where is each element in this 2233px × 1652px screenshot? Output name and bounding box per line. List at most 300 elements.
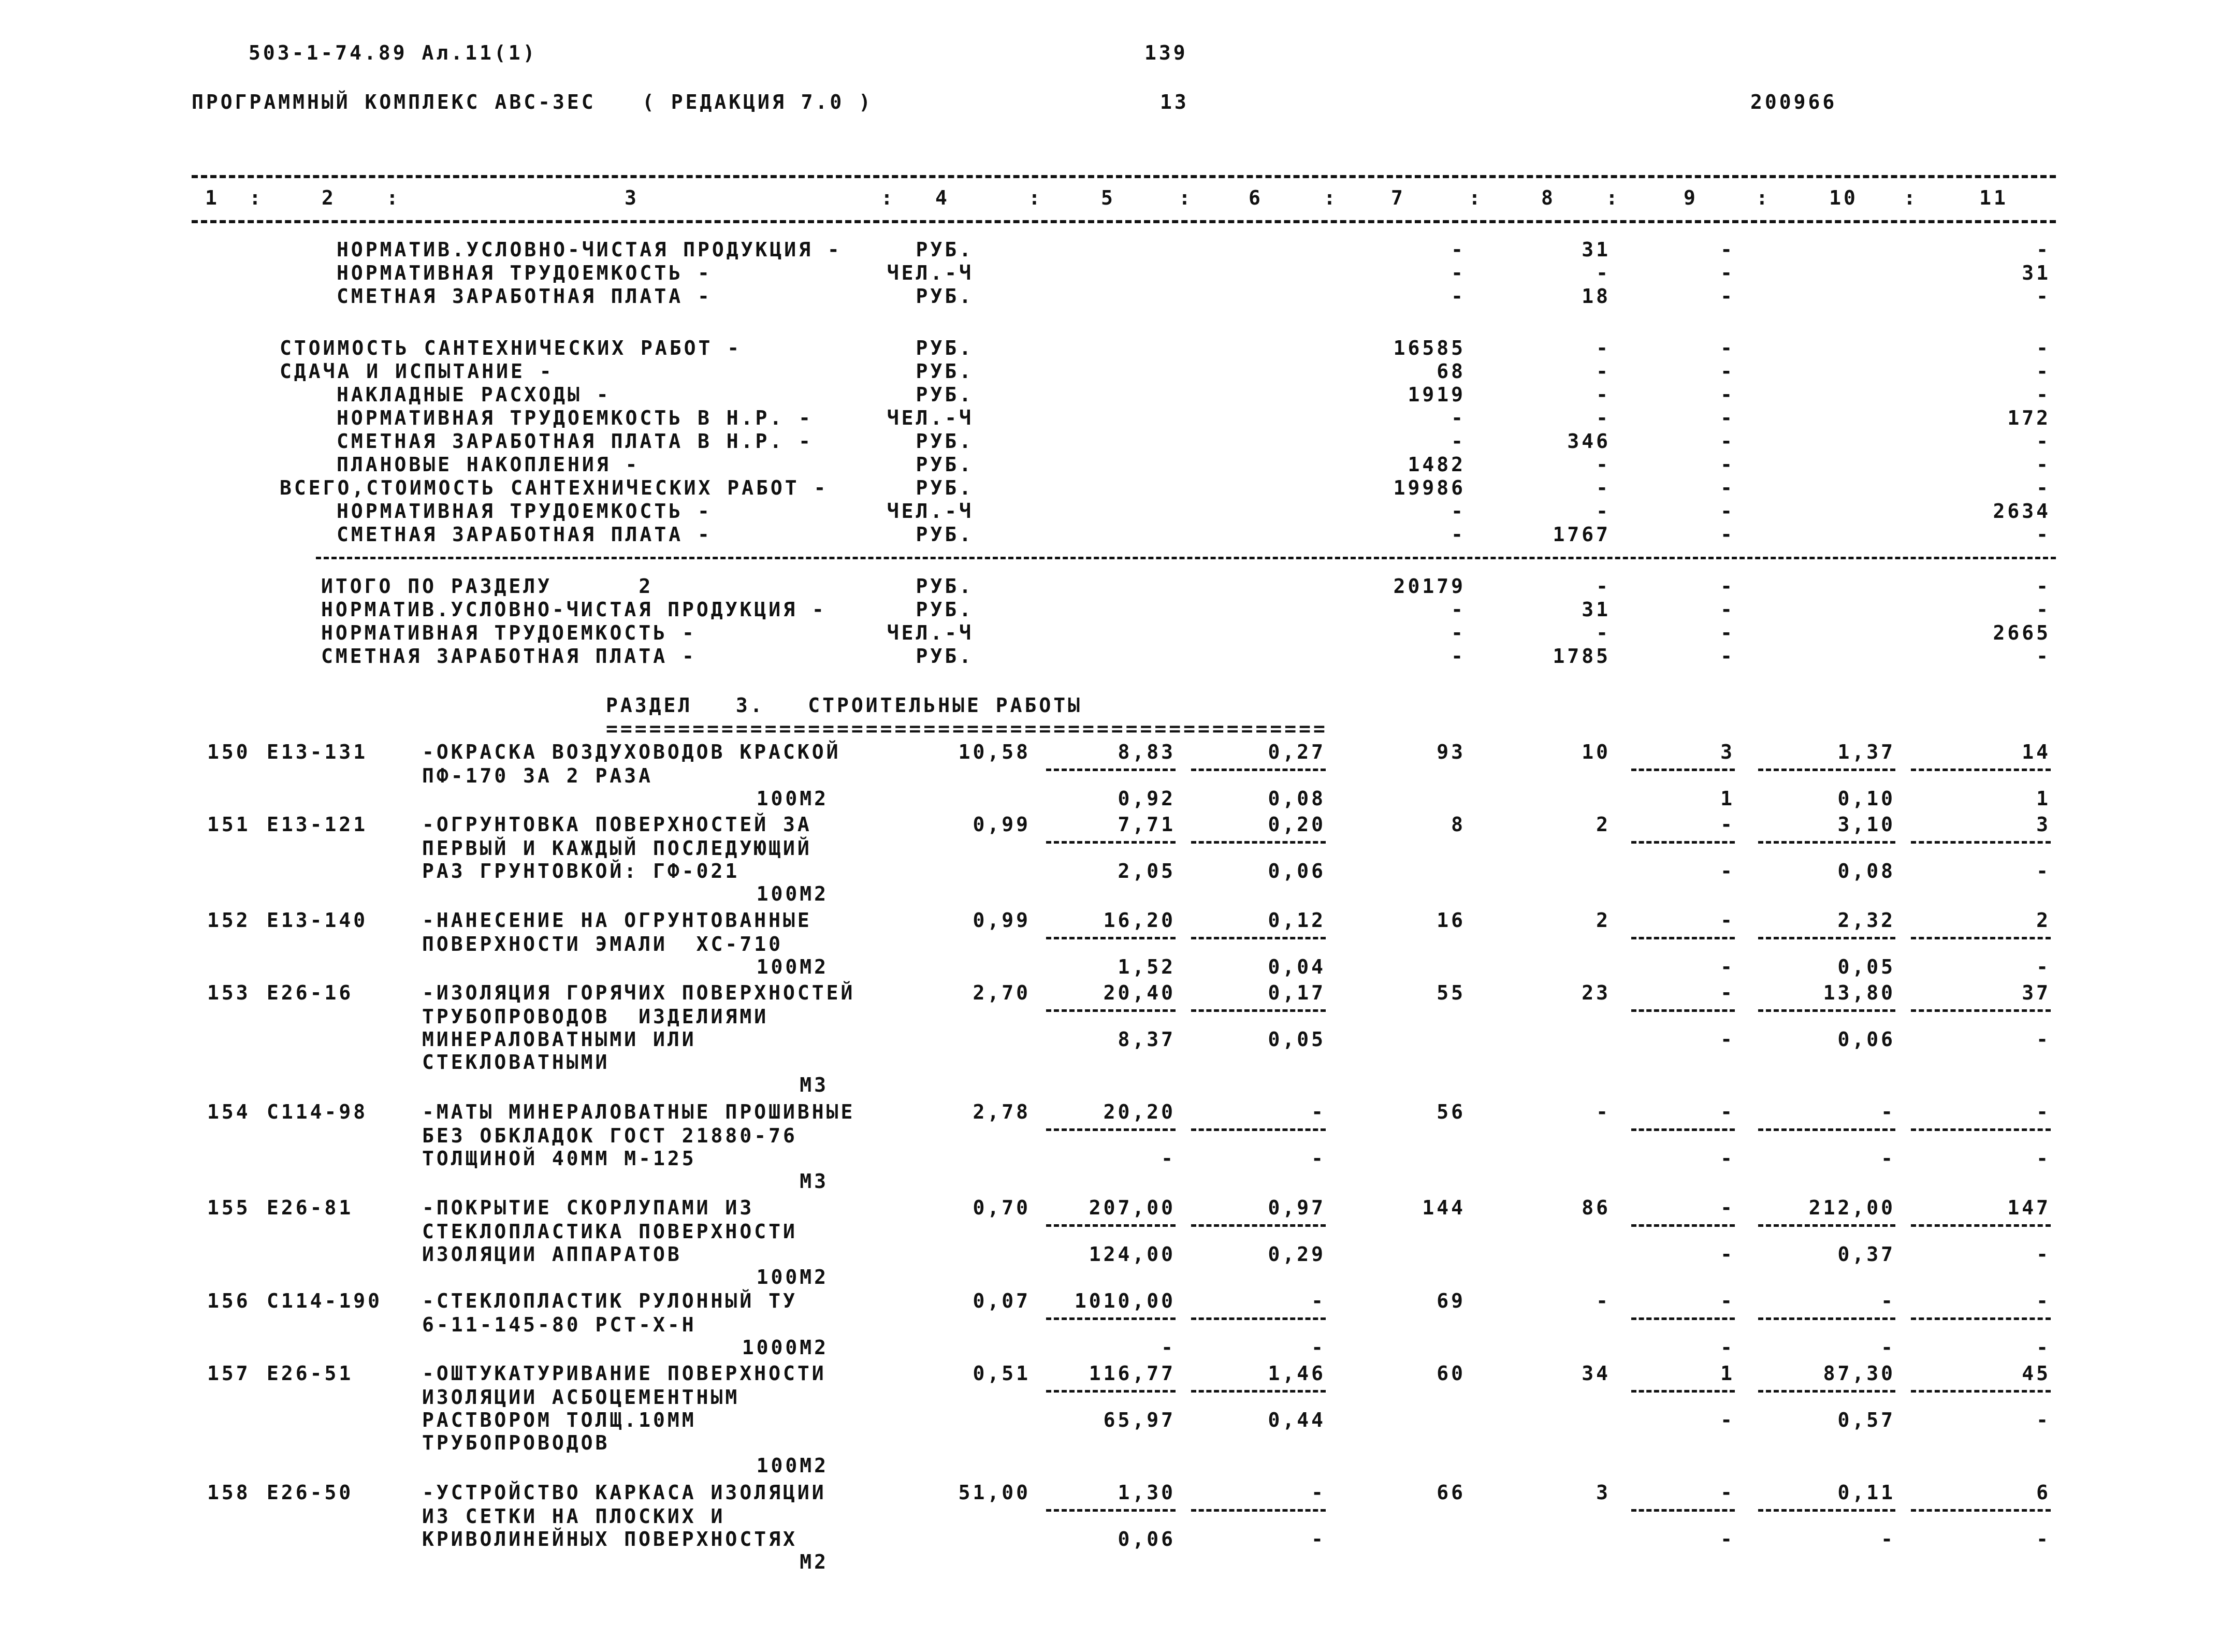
subtotal-rule [1191, 1009, 1326, 1012]
subtotal-rule [1191, 841, 1326, 844]
subtotal-rule [1911, 1128, 2051, 1131]
item-col10-second: - [1881, 1336, 1895, 1359]
subtotal-rule [1758, 1224, 1895, 1227]
total-col7: - [1451, 598, 1466, 621]
summary-col9: - [1720, 238, 1735, 261]
item-col9: - [1720, 813, 1735, 836]
subtotal-rule [1758, 1128, 1895, 1131]
item-col9-second: - [1720, 955, 1735, 978]
item-unit: 100М2 [756, 955, 829, 978]
item-col8: 86 [1582, 1196, 1611, 1219]
item-col9-second: - [1720, 1028, 1735, 1051]
summary-col9: - [1720, 453, 1735, 476]
item-description: МИНЕРАЛОВАТНЫМИ ИЛИ [422, 1028, 697, 1051]
column-header-5: 5 [1101, 186, 1115, 209]
item-code: Е13-131 [267, 741, 368, 763]
item-col4: 0,51 [973, 1362, 1031, 1385]
item-col4: 10,58 [958, 741, 1031, 763]
item-code: Е13-140 [267, 909, 368, 932]
item-col4: 2,70 [973, 981, 1031, 1004]
item-col11: 6 [2036, 1481, 2051, 1504]
item-col10: 1,37 [1837, 741, 1895, 763]
item-description: РАЗ ГРУНТОВКОЙ: ГФ-021 [422, 860, 740, 882]
item-col9-second: - [1720, 860, 1735, 882]
subtotal-rule [1631, 1317, 1735, 1320]
subtotal-rule [1758, 1509, 1895, 1512]
item-col7: 8 [1451, 813, 1466, 836]
column-header-9: 9 [1684, 186, 1698, 209]
summary-unit: РУБ. [916, 476, 974, 499]
summary-col8: - [1596, 360, 1611, 383]
summary-col7: 1919 [1408, 383, 1466, 406]
item-code: Е26-16 [267, 981, 354, 1004]
summary-unit: ЧЕЛ.-Ч [887, 262, 974, 284]
item-col6-second: 0,06 [1268, 860, 1326, 882]
item-col8: 23 [1582, 981, 1611, 1004]
item-description: -МАТЫ МИНЕРАЛОВАТНЫЕ ПРОШИВНЫЕ [422, 1100, 856, 1123]
item-col10: 2,32 [1837, 909, 1895, 932]
subtotal-rule [1631, 937, 1735, 939]
program-title: ПРОГРАММНЫЙ КОМПЛЕКС АВС-3ЕС [192, 91, 596, 113]
item-col9-second: - [1720, 1409, 1735, 1431]
subtotal-rule [1758, 1317, 1895, 1320]
item-col6-second: 0,44 [1268, 1409, 1326, 1431]
summary-col9: - [1720, 523, 1735, 546]
item-description: ИЗ СЕТКИ НА ПЛОСКИХ И [422, 1505, 726, 1528]
column-header-4: 4 [935, 186, 950, 209]
item-col4: 0,07 [973, 1289, 1031, 1312]
item-description: СТЕКЛОВАТНЫМИ [422, 1051, 610, 1074]
item-description: ПФ-170 ЗА 2 РАЗА [422, 764, 654, 787]
item-col7: 66 [1437, 1481, 1466, 1504]
item-col11: - [2036, 1289, 2051, 1312]
section-title: РАЗДЕЛ 3. СТРОИТЕЛЬНЫЕ РАБОТЫ [606, 694, 1082, 717]
item-col10-second: - [1881, 1147, 1895, 1170]
summary-label: ВСЕГО,СТОИМОСТЬ САНТЕХНИЧЕСКИХ РАБОТ - [280, 476, 829, 499]
item-description: -ОГРУНТОВКА ПОВЕРХНОСТЕЙ ЗА [422, 813, 812, 836]
subtotal-rule [1191, 1509, 1326, 1512]
item-col6-second: 0,04 [1268, 955, 1326, 978]
column-header-6: 6 [1249, 186, 1263, 209]
item-col6: 0,27 [1268, 741, 1326, 763]
summary-label: НОРМАТИВНАЯ ТРУДОЕМКОСТЬ - [337, 500, 712, 523]
item-col5-second: 124,00 [1089, 1243, 1176, 1266]
total-label: СМЕТНАЯ ЗАРАБОТНАЯ ПЛАТА - [321, 645, 697, 668]
item-description: КРИВОЛИНЕЙНЫХ ПОВЕРХНОСТЯХ [422, 1528, 798, 1550]
summary-col11: - [2036, 523, 2051, 546]
summary-col7: - [1451, 262, 1466, 284]
item-description: 6-11-145-80 РСТ-Х-Н [422, 1313, 697, 1336]
summary-col8: - [1596, 262, 1611, 284]
item-col4: 2,78 [973, 1100, 1031, 1123]
summary-col8: - [1596, 383, 1611, 406]
item-code: Е26-50 [267, 1481, 354, 1504]
summary-col11: - [2036, 238, 2051, 261]
total-col11: 2665 [1993, 621, 2051, 644]
summary-label: СМЕТНАЯ ЗАРАБОТНАЯ ПЛАТА - [337, 285, 712, 308]
item-col5: 7,71 [1118, 813, 1176, 836]
edition: ( РЕДАКЦИЯ 7.0 ) [642, 91, 874, 113]
item-col11-second: 1 [2036, 787, 2051, 810]
item-col6-second: - [1311, 1336, 1326, 1359]
item-col11-second: - [2036, 1528, 2051, 1550]
subtotal-rule [1631, 1224, 1735, 1227]
item-col4: 0,99 [973, 909, 1031, 932]
item-col9-second: - [1720, 1528, 1735, 1550]
item-description: ИЗОЛЯЦИИ АППАРАТОВ [422, 1243, 682, 1266]
item-unit: 1000М2 [742, 1336, 829, 1359]
subtotal-rule [1911, 769, 2051, 771]
summary-label: СДАЧА И ИСПЫТАНИЕ - [280, 360, 554, 383]
item-description: -ПОКРЫТИЕ СКОРЛУПАМИ ИЗ [422, 1196, 755, 1219]
item-col5-second: 0,06 [1118, 1528, 1176, 1550]
total-col9: - [1720, 645, 1735, 668]
item-col5-second: 65,97 [1103, 1409, 1176, 1431]
item-col7: 93 [1437, 741, 1466, 763]
subtotal-rule [1758, 841, 1895, 844]
item-col6: 0,12 [1268, 909, 1326, 932]
total-col8: - [1596, 575, 1611, 598]
summary-label: НАКЛАДНЫЕ РАСХОДЫ - [337, 383, 611, 406]
summary-label: НОРМАТИВ.УСЛОВНО-ЧИСТАЯ ПРОДУКЦИЯ - [337, 238, 842, 261]
summary-col9: - [1720, 360, 1735, 383]
item-col10-second: 0,08 [1837, 860, 1895, 882]
total-col11: - [2036, 645, 2051, 668]
item-col5-second: 0,92 [1118, 787, 1176, 810]
item-col5: 20,20 [1103, 1100, 1176, 1123]
subtotal-rule [1046, 1390, 1176, 1393]
summary-col11: - [2036, 453, 2051, 476]
summary-col7: - [1451, 430, 1466, 453]
total-col9: - [1720, 598, 1735, 621]
subtotal-rule [1911, 1009, 2051, 1012]
subtotal-rule [1046, 769, 1176, 771]
summary-col8: - [1596, 476, 1611, 499]
item-col11: - [2036, 1100, 2051, 1123]
summary-col9: - [1720, 500, 1735, 523]
subtotal-rule [1191, 1224, 1326, 1227]
item-col4: 51,00 [958, 1481, 1031, 1504]
item-code: Е13-121 [267, 813, 368, 836]
page-number: 139 [1144, 41, 1188, 64]
item-col9: - [1720, 1289, 1735, 1312]
summary-label: СМЕТНАЯ ЗАРАБОТНАЯ ПЛАТА - [337, 523, 712, 546]
summary-col11: - [2036, 383, 2051, 406]
item-col8: - [1596, 1100, 1611, 1123]
summary-col11: - [2036, 360, 2051, 383]
subtotal-rule [1631, 841, 1735, 844]
item-number: 154 [207, 1100, 251, 1123]
column-separator: : [1904, 186, 1918, 209]
column-separator: : [1324, 186, 1338, 209]
item-description: -НАНЕСЕНИЕ НА ОГРУНТОВАННЫЕ [422, 909, 812, 932]
summary-col7: 1482 [1408, 453, 1466, 476]
summary-unit: РУБ. [916, 360, 974, 383]
item-number: 150 [207, 741, 251, 763]
total-col11: - [2036, 598, 2051, 621]
summary-col8: 31 [1582, 238, 1611, 261]
total-label: НОРМАТИВ.УСЛОВНО-ЧИСТАЯ ПРОДУКЦИЯ - [321, 598, 827, 621]
totals-rule [316, 557, 2056, 559]
item-unit: 100М2 [756, 882, 829, 905]
subtotal-rule [1758, 937, 1895, 939]
item-description: ТРУБОПРОВОДОВ ИЗДЕЛИЯМИ [422, 1005, 769, 1028]
item-col6-second: - [1311, 1147, 1326, 1170]
item-col4: 0,99 [973, 813, 1031, 836]
column-header-2: 2 [322, 186, 336, 209]
summary-label: СТОИМОСТЬ САНТЕХНИЧЕСКИХ РАБОТ - [280, 337, 742, 359]
item-description: ПОВЕРХНОСТИ ЭМАЛИ ХС-710 [422, 933, 783, 955]
item-col9: - [1720, 1100, 1735, 1123]
summary-unit: РУБ. [916, 383, 974, 406]
item-col8: 10 [1582, 741, 1611, 763]
doc-number: 200966 [1750, 91, 1837, 113]
subtotal-rule [1631, 1509, 1735, 1512]
subtotal-rule [1911, 1390, 2051, 1393]
item-col10: 212,00 [1808, 1196, 1895, 1219]
item-col8: 2 [1596, 813, 1611, 836]
summary-col8: 18 [1582, 285, 1611, 308]
item-col5: 1,30 [1118, 1481, 1176, 1504]
item-col11-second: - [2036, 1243, 2051, 1266]
summary-col7: 68 [1437, 360, 1466, 383]
column-separator: : [881, 186, 895, 209]
item-col6: 0,17 [1268, 981, 1326, 1004]
item-description: ИЗОЛЯЦИИ АСБОЦЕМЕНТНЫМ [422, 1386, 740, 1409]
subtotal-rule [1758, 1390, 1895, 1393]
item-col10: 87,30 [1823, 1362, 1895, 1385]
summary-unit: РУБ. [916, 453, 974, 476]
item-col10: 0,11 [1837, 1481, 1895, 1504]
item-code: Е26-81 [267, 1196, 354, 1219]
subtotal-rule [1046, 937, 1176, 939]
subtotal-rule [1911, 937, 2051, 939]
total-col11: - [2036, 575, 2051, 598]
subtotal-rule [1191, 1317, 1326, 1320]
item-col9-second: - [1720, 1243, 1735, 1266]
summary-col9: - [1720, 430, 1735, 453]
item-col11-second: - [2036, 955, 2051, 978]
item-col9: - [1720, 981, 1735, 1004]
column-separator: : [249, 186, 264, 209]
item-col5: 207,00 [1089, 1196, 1176, 1219]
item-col10: - [1881, 1100, 1895, 1123]
summary-col11: 172 [2007, 407, 2051, 429]
total-unit: РУБ. [916, 645, 974, 668]
summary-col8: 1767 [1553, 523, 1611, 546]
item-col9: - [1720, 909, 1735, 932]
summary-label: СМЕТНАЯ ЗАРАБОТНАЯ ПЛАТА В Н.Р. - [337, 430, 813, 453]
total-col8: - [1596, 621, 1611, 644]
column-separator: : [386, 186, 401, 209]
item-col6: 0,20 [1268, 813, 1326, 836]
subtotal-rule [1046, 1317, 1176, 1320]
item-col6-second: 0,05 [1268, 1028, 1326, 1051]
summary-unit: ЧЕЛ.-Ч [887, 407, 974, 429]
total-label: НОРМАТИВНАЯ ТРУДОЕМКОСТЬ - [321, 621, 697, 644]
item-unit: М3 [800, 1074, 829, 1096]
total-col8: 1785 [1553, 645, 1611, 668]
summary-col7: - [1451, 238, 1466, 261]
item-number: 152 [207, 909, 251, 932]
total-unit: РУБ. [916, 598, 974, 621]
summary-unit: РУБ. [916, 337, 974, 359]
item-description: -ИЗОЛЯЦИЯ ГОРЯЧИХ ПОВЕРХНОСТЕЙ [422, 981, 856, 1004]
summary-unit: РУБ. [916, 523, 974, 546]
summary-col11: 2634 [1993, 500, 2051, 523]
column-header-10: 10 [1829, 186, 1858, 209]
item-col10: - [1881, 1289, 1895, 1312]
subtotal-rule [1631, 1390, 1735, 1393]
item-col8: 34 [1582, 1362, 1611, 1385]
top-rule [192, 175, 2056, 178]
item-col9: - [1720, 1481, 1735, 1504]
item-code: С114-98 [267, 1100, 368, 1123]
item-col10-second: 0,37 [1837, 1243, 1895, 1266]
header-rule [192, 220, 2056, 223]
item-col11: 147 [2007, 1196, 2051, 1219]
item-col8: - [1596, 1289, 1611, 1312]
item-description: -СТЕКЛОПЛАСТИК РУЛОННЫЙ ТУ [422, 1289, 798, 1312]
summary-col9: - [1720, 476, 1735, 499]
item-col9: - [1720, 1196, 1735, 1219]
item-col11: 2 [2036, 909, 2051, 932]
summary-label: ПЛАНОВЫЕ НАКОПЛЕНИЯ - [337, 453, 640, 476]
item-col10-second: - [1881, 1528, 1895, 1550]
item-number: 153 [207, 981, 251, 1004]
item-col6: - [1311, 1289, 1326, 1312]
item-col7: 56 [1437, 1100, 1466, 1123]
item-description: -ОКРАСКА ВОЗДУХОВОДОВ КРАСКОЙ [422, 741, 841, 763]
item-number: 157 [207, 1362, 251, 1385]
summary-col8: 346 [1567, 430, 1611, 453]
column-separator: : [1179, 186, 1193, 209]
item-col7: 144 [1422, 1196, 1466, 1219]
item-col6: 0,97 [1268, 1196, 1326, 1219]
item-col5-second: 2,05 [1118, 860, 1176, 882]
item-col11: 3 [2036, 813, 2051, 836]
item-col7: 60 [1437, 1362, 1466, 1385]
item-unit: 100М2 [756, 1454, 829, 1477]
item-number: 155 [207, 1196, 251, 1219]
column-separator: : [1469, 186, 1483, 209]
summary-col11: 31 [2022, 262, 2051, 284]
item-col8: 3 [1596, 1481, 1611, 1504]
item-col11-second: - [2036, 1336, 2051, 1359]
item-col7: 55 [1437, 981, 1466, 1004]
item-col6-second: - [1311, 1528, 1326, 1550]
item-number: 151 [207, 813, 251, 836]
item-description: ТРУБОПРОВОДОВ [422, 1431, 610, 1454]
summary-col11: - [2036, 430, 2051, 453]
column-header-1: 1 [205, 186, 220, 209]
item-col9: 3 [1720, 741, 1735, 763]
column-header-11: 11 [1979, 186, 2008, 209]
total-col7: - [1451, 645, 1466, 668]
item-col6: - [1311, 1100, 1326, 1123]
summary-col9: - [1720, 285, 1735, 308]
summary-col9: - [1720, 407, 1735, 429]
item-description: -УСТРОЙСТВО КАРКАСА ИЗОЛЯЦИИ [422, 1481, 827, 1504]
subtotal-rule [1631, 1128, 1735, 1131]
item-col7: 16 [1437, 909, 1466, 932]
total-unit: ЧЕЛ.-Ч [887, 621, 974, 644]
item-description: РАСТВОРОМ ТОЛЩ.10ММ [422, 1409, 697, 1431]
summary-col8: - [1596, 407, 1611, 429]
subtotal-rule [1046, 1128, 1176, 1131]
item-description: СТЕКЛОПЛАСТИКА ПОВЕРХНОСТИ [422, 1220, 798, 1243]
item-description: ПЕРВЫЙ И КАЖДЫЙ ПОСЛЕДУЮЩИЙ [422, 837, 812, 860]
summary-col11: - [2036, 476, 2051, 499]
item-col4: 0,70 [973, 1196, 1031, 1219]
total-col9: - [1720, 621, 1735, 644]
item-col10-second: 0,05 [1837, 955, 1895, 978]
item-col5-second: - [1161, 1336, 1176, 1359]
item-col5: 20,40 [1103, 981, 1176, 1004]
total-label: ИТОГО ПО РАЗДЕЛУ 2 [321, 575, 654, 598]
subtotal-rule [1191, 1128, 1326, 1131]
item-col9: 1 [1720, 1362, 1735, 1385]
column-separator: : [1028, 186, 1043, 209]
summary-col7: - [1451, 523, 1466, 546]
column-separator: : [1756, 186, 1771, 209]
summary-unit: РУБ. [916, 285, 974, 308]
summary-label: НОРМАТИВНАЯ ТРУДОЕМКОСТЬ - [337, 262, 712, 284]
total-unit: РУБ. [916, 575, 974, 598]
subtotal-rule [1911, 1317, 2051, 1320]
summary-col9: - [1720, 262, 1735, 284]
item-col11: 45 [2022, 1362, 2051, 1385]
item-number: 156 [207, 1289, 251, 1312]
summary-col11: - [2036, 337, 2051, 359]
item-col5: 116,77 [1089, 1362, 1176, 1385]
item-col6-second: 0,29 [1268, 1243, 1326, 1266]
item-col11: 37 [2022, 981, 2051, 1004]
subtotal-rule [1046, 841, 1176, 844]
item-col5: 16,20 [1103, 909, 1176, 932]
doc-code: 503-1-74.89 Ал.11(1) [249, 41, 538, 64]
summary-col9: - [1720, 337, 1735, 359]
summary-unit: ЧЕЛ.-Ч [887, 500, 974, 523]
item-col6: 1,46 [1268, 1362, 1326, 1385]
subtotal-rule [1191, 937, 1326, 939]
item-code: Е26-51 [267, 1362, 354, 1385]
sheet-number: 13 [1160, 91, 1189, 113]
subtotal-rule [1631, 1009, 1735, 1012]
summary-col7: 19986 [1393, 476, 1466, 499]
summary-col11: - [2036, 285, 2051, 308]
column-header-7: 7 [1391, 186, 1405, 209]
subtotal-rule [1631, 769, 1735, 771]
item-col11-second: - [2036, 1409, 2051, 1431]
item-description: БЕЗ ОБКЛАДОК ГОСТ 21880-76 [422, 1124, 798, 1147]
subtotal-rule [1758, 769, 1895, 771]
summary-col9: - [1720, 383, 1735, 406]
subtotal-rule [1758, 1009, 1895, 1012]
item-unit: М3 [800, 1170, 829, 1193]
column-header-3: 3 [625, 186, 639, 209]
item-col10-second: 0,10 [1837, 787, 1895, 810]
subtotal-rule [1191, 1390, 1326, 1393]
item-col6: - [1311, 1481, 1326, 1504]
item-col9-second: 1 [1720, 787, 1735, 810]
summary-col7: - [1451, 407, 1466, 429]
subtotal-rule [1046, 1224, 1176, 1227]
item-col5: 1010,00 [1074, 1289, 1176, 1312]
item-col5: 8,83 [1118, 741, 1176, 763]
item-col10-second: 0,06 [1837, 1028, 1895, 1051]
item-unit: М2 [800, 1550, 829, 1573]
